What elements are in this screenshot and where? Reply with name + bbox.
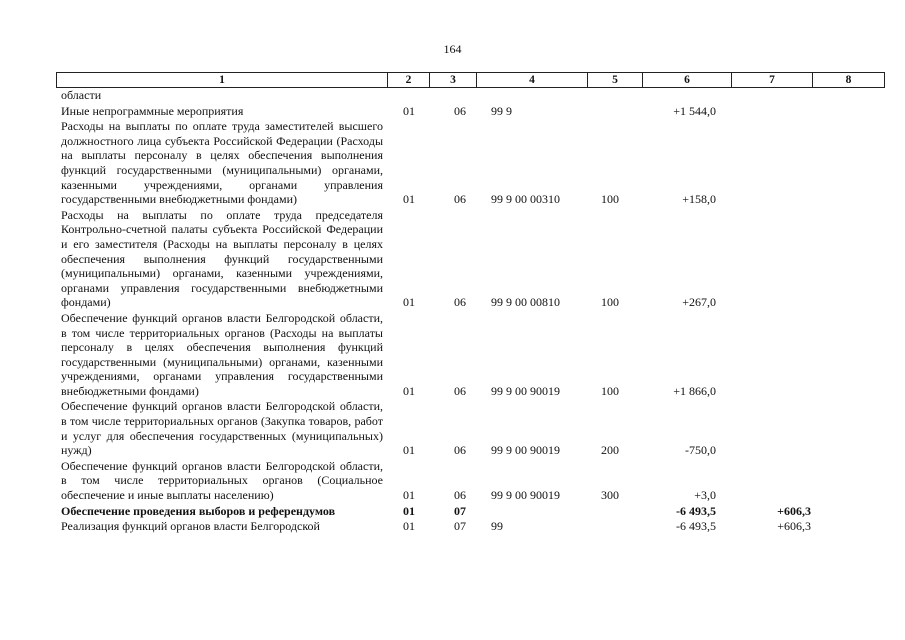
section-code: 01 [403,192,415,207]
section-code: 01 [403,503,415,518]
row-description: Иные непрограммные мероприятия [61,103,244,118]
column-header-3: 3 [430,73,477,88]
amount-change: +3,0 [694,488,716,503]
table-row [56,88,851,103]
row-description: Обеспечение функций органов власти Белгородской области, в том числе территориальных органов (Социальное обеспечение и иные выплаты населению) [61,458,383,503]
row-description: Расходы на выплаты по оплате труда заместителей высшего должностного лица субъекта Российской Федерации (Расходы на выплаты персоналу в целях обеспечения выполнения функций государственными (муниципальными) органами, казенными учреждениями, органами управления государственными внебюджетными фондами) [61,119,383,207]
section-code: 01 [403,443,415,458]
section-code: 01 [403,295,415,310]
subsection-code: 07 [454,503,466,518]
subsection-code: 06 [454,295,466,310]
table-row [56,119,851,207]
column-header-2: 2 [388,73,430,88]
subsection-code: 07 [454,519,466,534]
budget-table-body [56,88,851,534]
target-article-code: 99 9 [491,103,512,118]
table-row [56,519,851,534]
amount-change-2: +606,3 [777,503,811,518]
amount-change: +267,0 [682,295,716,310]
row-description: Расходы на выплаты по оплате труда председателя Контрольно-счетной палаты субъекта Российской Федерации и его заместителя (Расходы на выплаты персоналу в целях обеспечения выполнения функций государственными (муниципальными) органами, казенными учреждениями, органами управления государственными внебюджетными фондами) [61,207,383,310]
expense-type-code: 300 [601,488,619,503]
subsection-code: 06 [454,488,466,503]
row-description: Обеспечение функций органов власти Белгородской области, в том числе территориальных органов (Расходы на выплаты персоналу в целях обеспечения выполнения функций государственными (муниципальными) органами, казенными учреждениями, органами управления государственными внебюджетными фондами) [61,310,383,398]
section-code: 01 [403,103,415,118]
amount-change: -750,0 [685,443,716,458]
target-article-code: 99 9 00 00310 [491,192,560,207]
column-header-7: 7 [732,73,813,88]
row-description: Обеспечение функций органов власти Белгородской области, в том числе территориальных органов (Закупка товаров, работ и услуг для обеспечения государственных (муниципальных) нужд) [61,399,383,458]
amount-change: +1 866,0 [673,383,716,398]
expense-type-code: 100 [601,295,619,310]
expense-type-code: 100 [601,383,619,398]
table-row [56,104,851,119]
column-header-6: 6 [643,73,732,88]
row-description: Реализация функций органов власти Белгородской [61,519,320,534]
amount-change: -6 493,5 [676,503,716,518]
expense-type-code: 100 [601,192,619,207]
amount-change: +1 544,0 [673,103,716,118]
section-code: 01 [403,488,415,503]
table-row [56,459,851,503]
target-article-code: 99 9 00 90019 [491,383,560,398]
subsection-code: 06 [454,383,466,398]
target-article-code: 99 9 00 90019 [491,443,560,458]
target-article-code: 99 9 00 00810 [491,295,560,310]
amount-change-2: +606,3 [777,519,811,534]
column-header-5: 5 [588,73,643,88]
subsection-code: 06 [454,443,466,458]
amount-change: +158,0 [682,192,716,207]
table-row-section-total [56,504,851,519]
target-article-code: 99 [491,519,503,534]
column-header-4: 4 [477,73,588,88]
table-row [56,311,851,399]
page-number: 164 [443,42,462,56]
subsection-code: 06 [454,103,466,118]
table-row [56,399,851,457]
row-description: области [61,88,102,102]
row-description: Обеспечение проведения выборов и референдумов [61,503,336,518]
expense-type-code: 200 [601,443,619,458]
column-header-1: 1 [57,73,388,88]
target-article-code: 99 9 00 90019 [491,488,560,503]
section-code: 01 [403,519,415,534]
amount-change: -6 493,5 [676,519,716,534]
column-header-row [56,72,885,88]
table-row [56,208,851,310]
section-code: 01 [403,383,415,398]
subsection-code: 06 [454,192,466,207]
column-header-8: 8 [813,73,885,88]
